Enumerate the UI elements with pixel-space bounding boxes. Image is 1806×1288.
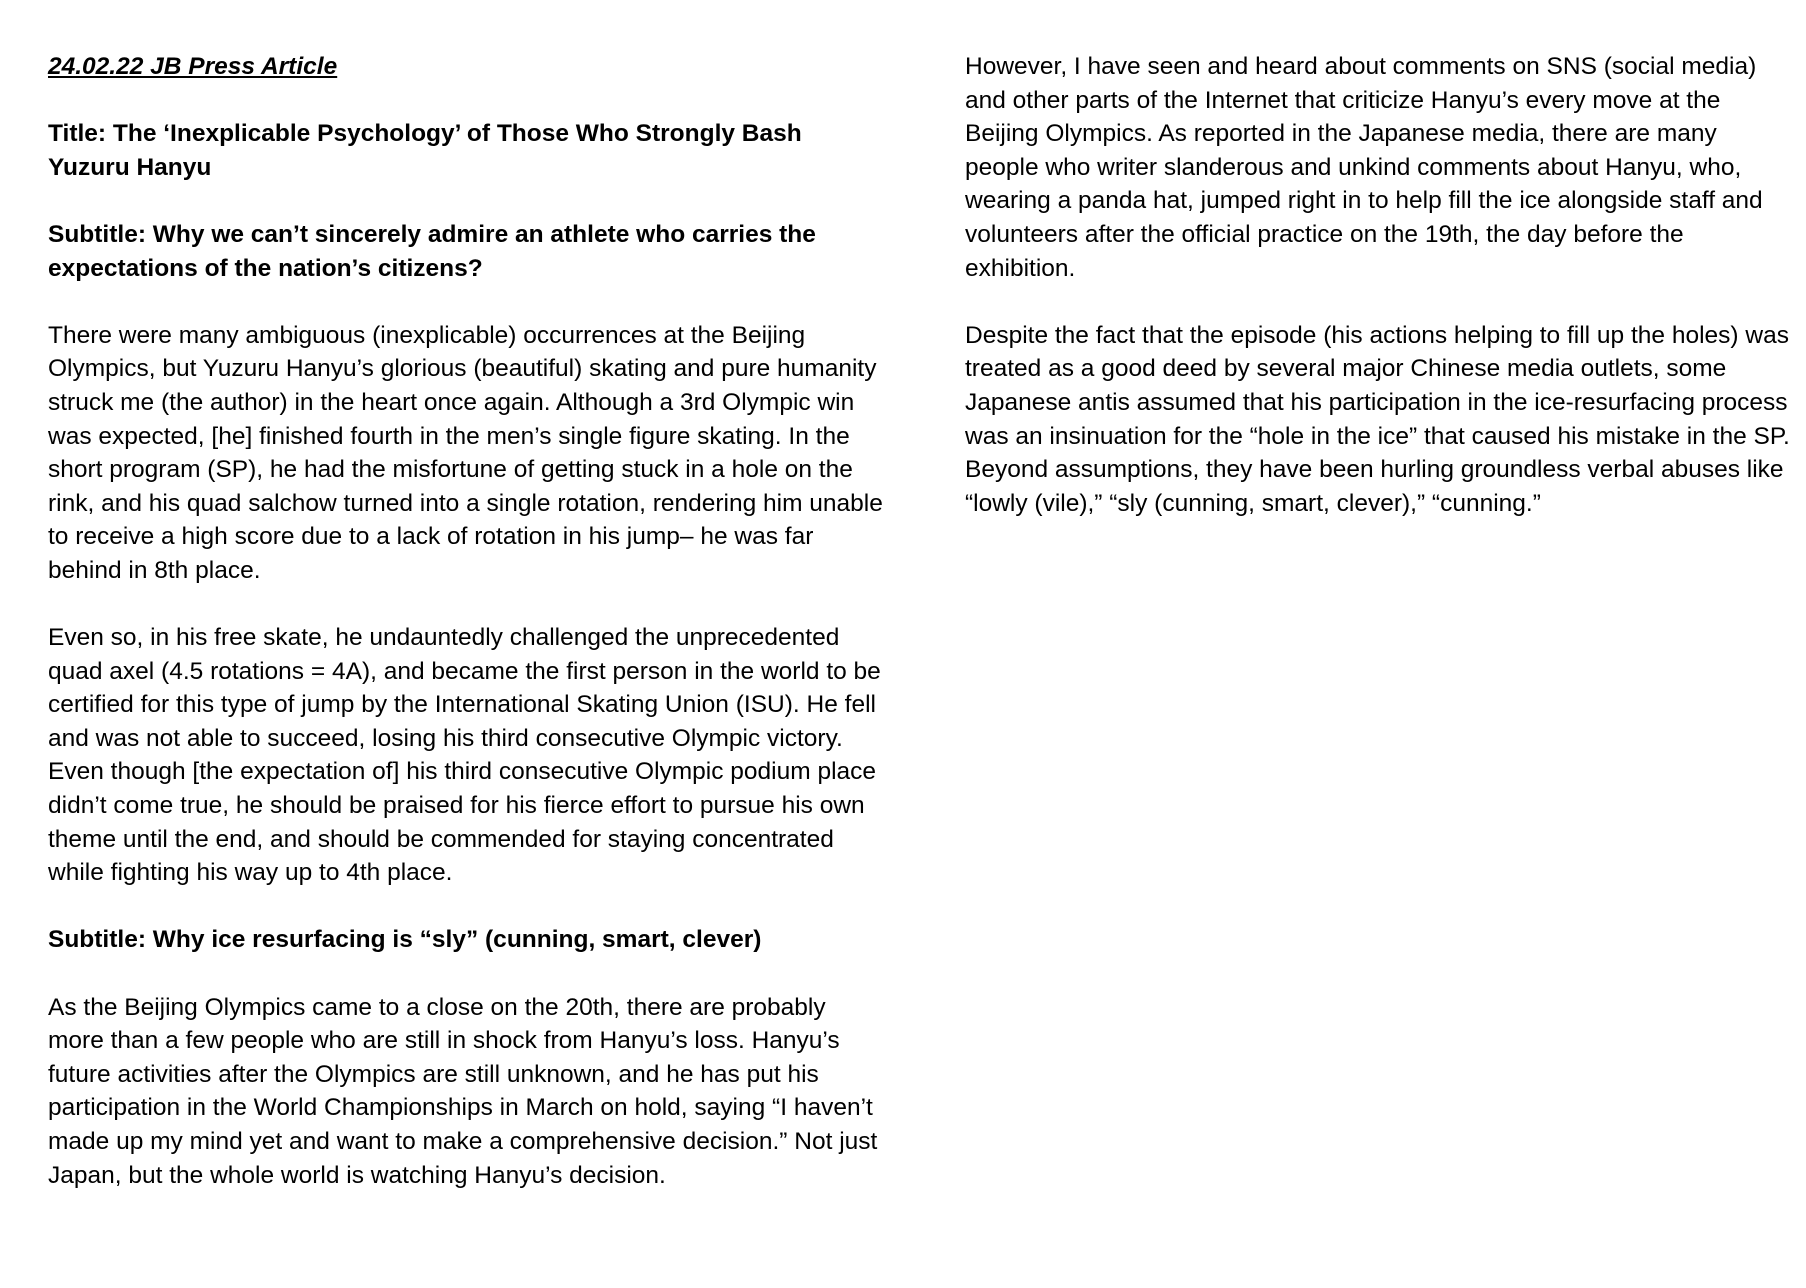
body-paragraph-5: Despite the fact that the episode (his actions helping to fill up the holes) was treated as a good deed by several major Chinese media outlets, some Japanese antis assumed that his participation in the ice-resurfacing process was an insinuation for the “hole in the ice” that caused his mistake in the SP. Beyond assumptions, they have been hurling groundless verbal abuses like “lowly (vile),” “sly (cunning, smart, clever),” “cunning.” (965, 321, 1790, 517)
article-date-heading: 24.02.22 JB Press Article (48, 53, 338, 80)
left-column (48, 50, 883, 1226)
body-paragraph-2: Even so, in his free skate, he undauntedly challenged the unprecedented quad axel (4.5 rotations = 4A), and became the first person in the world to be certified for this type of jump by the International Skating Union (ISU). He fell and was not able to succeed, losing his third consecutive Olympic victory. Even though [the expectation of] his third consecutive Olympic podium place didn’t come true, he should be praised for his fierce effort to pursue his own theme until the end, and should be commended for staying concentrated while fighting his way up to 4th place. (48, 624, 881, 887)
article-subtitle-1: Subtitle: Why we can’t sincerely admire an athlete who carries the expectations of the nation’s citizens? (48, 220, 816, 282)
body-paragraph-1: There were many ambiguous (inexplicable) occurrences at the Beijing Olympics, but Yuzuru Hanyu’s glorious (beautiful) skating and pure humanity struck me (the author) in the heart once again. Although a 3rd Olympic win was expected, [he] finished fourth in the men’s single figure skating. In the short program (SP), he had the misfortune of getting stuck in a hole on the rink, and his quad salchow turned into a single rotation, rendering him unable to receive a high score due to a lack of rotation in his jump– he was far behind in 8th place. (48, 321, 883, 584)
article-title: Title: The ‘Inexplicable Psychology’ of Those Who Strongly Bash Yuzuru Hanyu (48, 120, 802, 181)
body-paragraph-3: As the Beijing Olympics came to a close on the 20th, there are probably more than a few people who are still in shock from Hanyu’s loss. Hanyu’s future activities after the Olympics are still unknown, and he has put his participation in the World Championships in March on hold, saying “I haven’t made up my mind yet and want to make a comprehensive decision.” Not just Japan, but the whole world is watching Hanyu’s decision. (48, 993, 878, 1189)
article-subtitle-2: Subtitle: Why ice resurfacing is “sly” (cunning, smart, clever) (48, 926, 762, 954)
body-paragraph-4: However, I have seen and heard about comments on SNS (social media) and other parts of the Internet that criticize Hanyu’s every move at the Beijing Olympics. As reported in the Japanese media, there are many people who writer slanderous and unkind comments about Hanyu, who, wearing a panda hat, jumped right in to help fill the ice alongside staff and volunteers after the official practice on the 19th, the day before the exhibition. (965, 53, 1763, 282)
right-column (965, 50, 1795, 554)
